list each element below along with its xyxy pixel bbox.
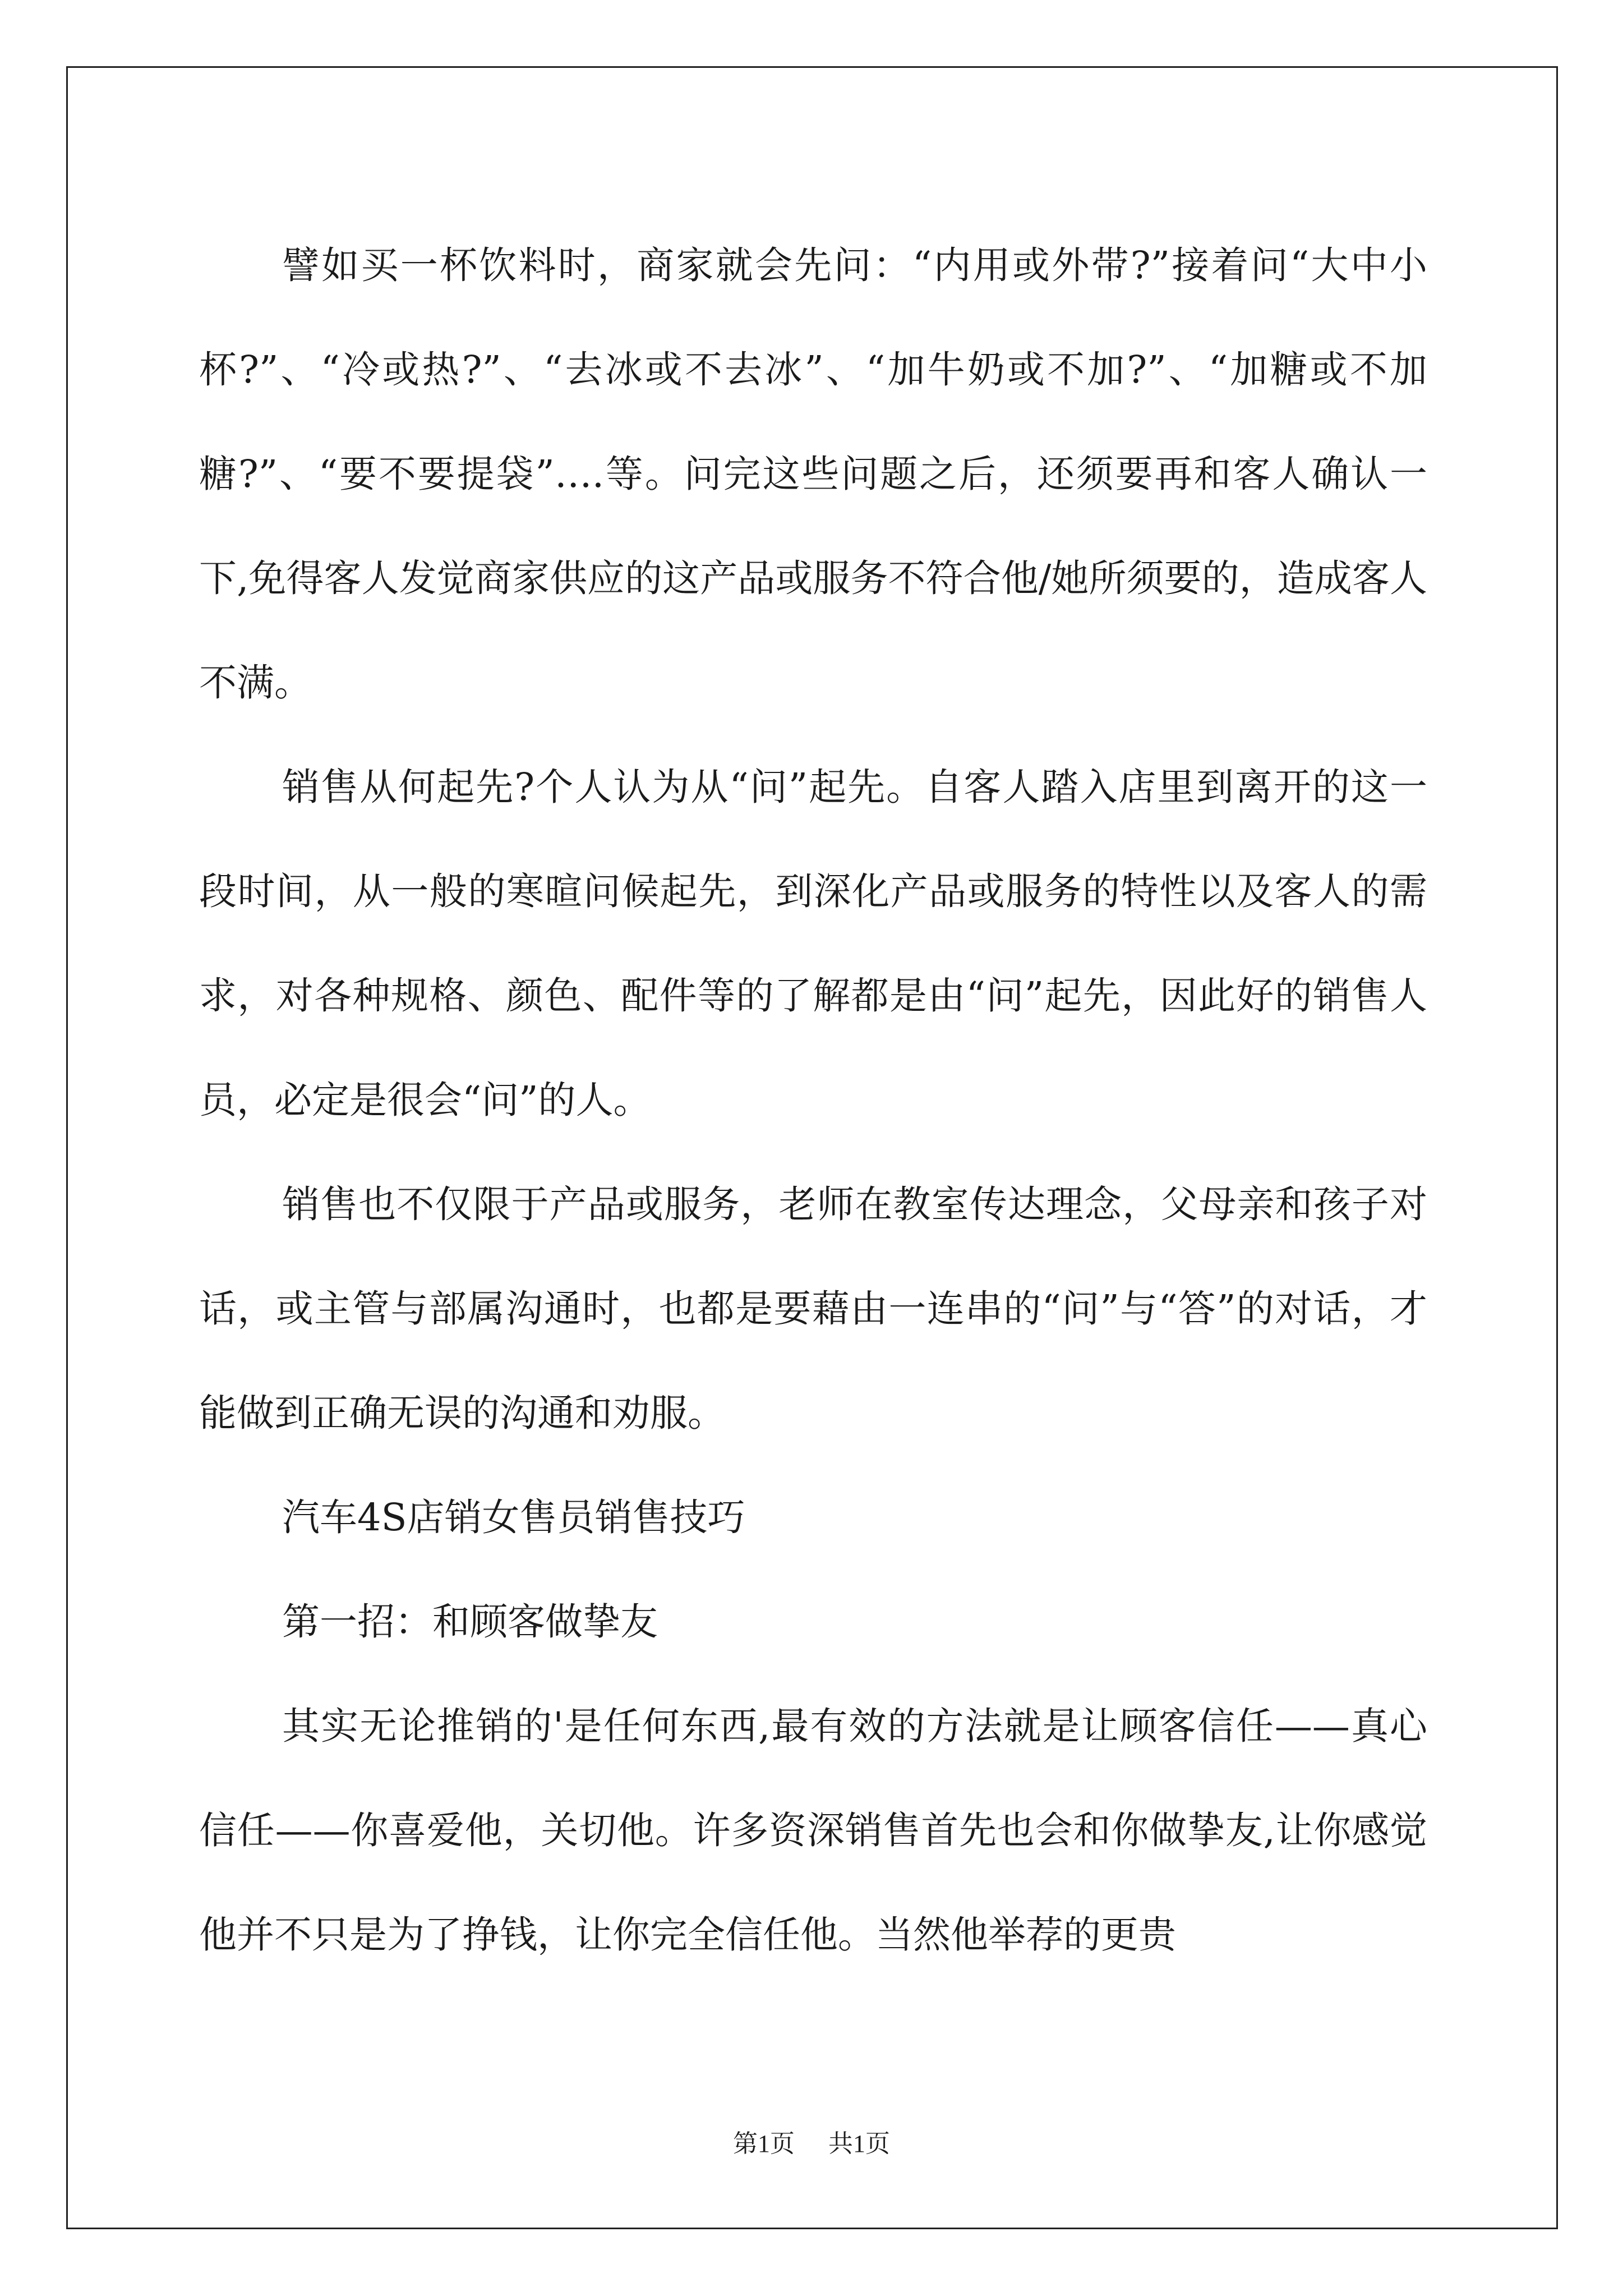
page-footer [0, 2127, 1623, 2161]
page-number: 第1页 [733, 2130, 795, 2157]
section-heading: 汽车4S店销女售员销售技巧 [282, 1496, 745, 1539]
paragraph-2: 销售从何起先?个人认为从“问”起先。自客人踏入店里到离开的这一段时间，从一般的寒暄问候起先，到深化产品或服务的特性以及客人的需求，对各种规格、颜色、配件等的了解都是由“问”起先，因此好的销售人员，必定是很会“问”的人。 [199, 765, 1427, 1122]
document-body [199, 213, 1427, 1987]
page-total: 共1页 [828, 2130, 890, 2157]
subheading-first-tip: 第一招：和顾客做挚友 [282, 1600, 658, 1644]
paragraph-4: 其实无论推销的'是任何东西,最有效的方法就是让顾客信任——真心信任——你喜爱他，关切他。许多资深销售首先也会和你做挚友,让你感觉他并不只是为了挣钱，让你完全信任他。当然他举荐的更贵 [199, 1704, 1427, 1957]
paragraph-1: 譬如买一杯饮料时，商家就会先问：“内用或外带?”接着问“大中小杯?”、“冷或热?”、“去冰或不去冰”、“加牛奶或不加?”、“加糖或不加糖?”、“要不要提袋”….等。问完这些问题之后，还须要再和客人确认一下,免得客人发觉商家供应的这产品或服务不符合他/她所须要的，造成客人不满。 [199, 243, 1427, 705]
paragraph-3: 销售也不仅限于产品或服务，老师在教室传达理念，父母亲和孩子对话，或主管与部属沟通时，也都是要藉由一连串的“问”与“答”的对话，才能做到正确无误的沟通和劝服。 [199, 1182, 1427, 1435]
